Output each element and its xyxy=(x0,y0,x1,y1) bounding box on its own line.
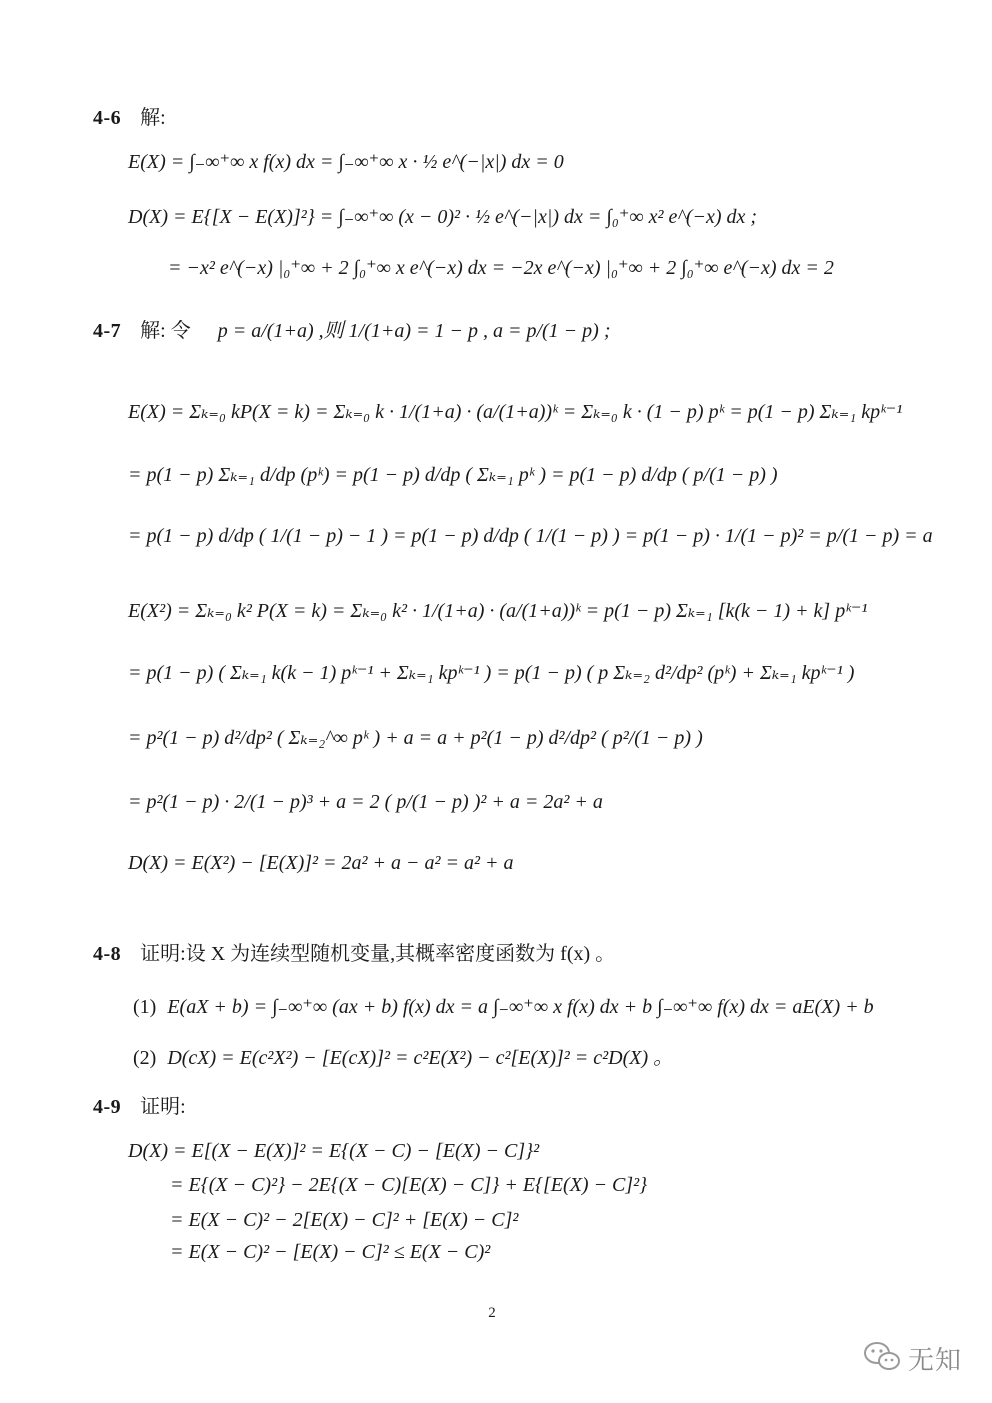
equation-line: E(X) = Σₖ₌₀ kP(X = k) = Σₖ₌₀ k · 1/(1+a) · (a/(1+a))ᵏ = Σₖ₌₀ k · (1 − p) pᵏ = p(1 − p) Σₖ₌₁ kpᵏ⁻¹ xyxy=(128,401,903,423)
heading-4-8-row xyxy=(93,942,615,966)
equation-line: = p²(1 − p) · 2/(1 − p)³ + a = 2 ( p/(1 − p) )² + a = 2a² + a xyxy=(128,791,603,813)
equation-line: = E(X − C)² − 2[E(X) − C]² + [E(X) − C]² xyxy=(170,1209,519,1231)
proof-statement: 证明:设 X 为连续型随机变量,其概率密度函数为 f(x) 。 xyxy=(140,943,616,965)
wechat-icon xyxy=(862,1340,902,1377)
proof-label: 证明: xyxy=(140,1096,186,1118)
section-heading: 4-8 xyxy=(93,943,122,965)
equation-line: = −x² e^(−x) |₀⁺∞ + 2 ∫₀⁺∞ x e^(−x) dx = −2x e^(−x) |₀⁺∞ + 2 ∫₀⁺∞ e^(−x) dx = 2 xyxy=(168,257,834,279)
proof-item-2 xyxy=(133,1046,673,1070)
section-heading: 4-9 xyxy=(93,1096,122,1118)
item-expression: E(aX + b) = ∫₋∞⁺∞ (ax + b) f(x) dx = a ∫₋∞⁺∞ x f(x) dx + b ∫₋∞⁺∞ f(x) dx = aE(X) + b xyxy=(167,996,874,1018)
heading-4-7-row xyxy=(93,319,611,343)
heading-4-9-row xyxy=(93,1095,186,1119)
equation-line: E(X) = ∫₋∞⁺∞ x f(x) dx = ∫₋∞⁺∞ x · ½ e^(−|x|) dx = 0 xyxy=(128,151,564,173)
heading-4-6-row xyxy=(93,106,166,130)
substitution-expression: p = a/(1+a) ,则 1/(1+a) = 1 − p , a = p/(1 − p) ; xyxy=(217,320,611,342)
equation-line: E(X²) = Σₖ₌₀ k² P(X = k) = Σₖ₌₀ k² · 1/(1+a) · (a/(1+a))ᵏ = p(1 − p) Σₖ₌₁ [k(k − 1) + k] pᵏ⁻¹ xyxy=(128,600,868,622)
item-number: (1) xyxy=(133,996,157,1018)
equation-line: D(X) = E(X²) − [E(X)]² = 2a² + a − a² = a² + a xyxy=(128,852,514,874)
equation-line: = E(X − C)² − [E(X) − C]² ≤ E(X − C)² xyxy=(170,1241,491,1263)
section-heading: 4-6 xyxy=(93,107,122,129)
watermark xyxy=(862,1340,962,1377)
equation-line: D(X) = E{[X − E(X)]²} = ∫₋∞⁺∞ (x − 0)² · ½ e^(−|x|) dx = ∫₀⁺∞ x² e^(−x) dx ; xyxy=(128,206,758,228)
equation-line: D(X) = E[(X − E(X)]² = E{(X − C) − [E(X) − C]}² xyxy=(128,1140,540,1162)
equation-line: = p²(1 − p) d²/dp² ( Σₖ₌₂^∞ pᵏ ) + a = a + p²(1 − p) d²/dp² ( p²/(1 − p) ) xyxy=(128,727,703,749)
section-heading: 4-7 xyxy=(93,320,122,342)
proof-item-1 xyxy=(133,995,874,1019)
item-number: (2) xyxy=(133,1047,157,1069)
equation-line: = p(1 − p) d/dp ( 1/(1 − p) − 1 ) = p(1 − p) d/dp ( 1/(1 − p) ) = p(1 − p) · 1/(1 − p)² = p/(1 − p) = a xyxy=(128,525,933,547)
equation-line: = E{(X − C)²} − 2E{(X − C)[E(X) − C]} + E{[E(X) − C]²} xyxy=(170,1174,648,1196)
equation-line: = p(1 − p) Σₖ₌₁ d/dp (pᵏ) = p(1 − p) d/dp ( Σₖ₌₁ pᵏ ) = p(1 − p) d/dp ( p/(1 − p) ) xyxy=(128,464,778,486)
solution-label: 解: xyxy=(140,107,166,129)
item-expression: D(cX) = E(c²X²) − [E(cX)]² = c²E(X²) − c²[E(X)]² = c²D(X) 。 xyxy=(167,1047,674,1069)
solution-label: 解: 令 xyxy=(140,320,191,342)
watermark-text: 无知 xyxy=(908,1346,963,1376)
equation-line: = p(1 − p) ( Σₖ₌₁ k(k − 1) pᵏ⁻¹ + Σₖ₌₁ kpᵏ⁻¹ ) = p(1 − p) ( p Σₖ₌₂ d²/dp² (pᵏ) + Σₖ₌₁ kpᵏ⁻¹ ) xyxy=(128,662,855,684)
page-number: 2 xyxy=(488,1305,496,1321)
